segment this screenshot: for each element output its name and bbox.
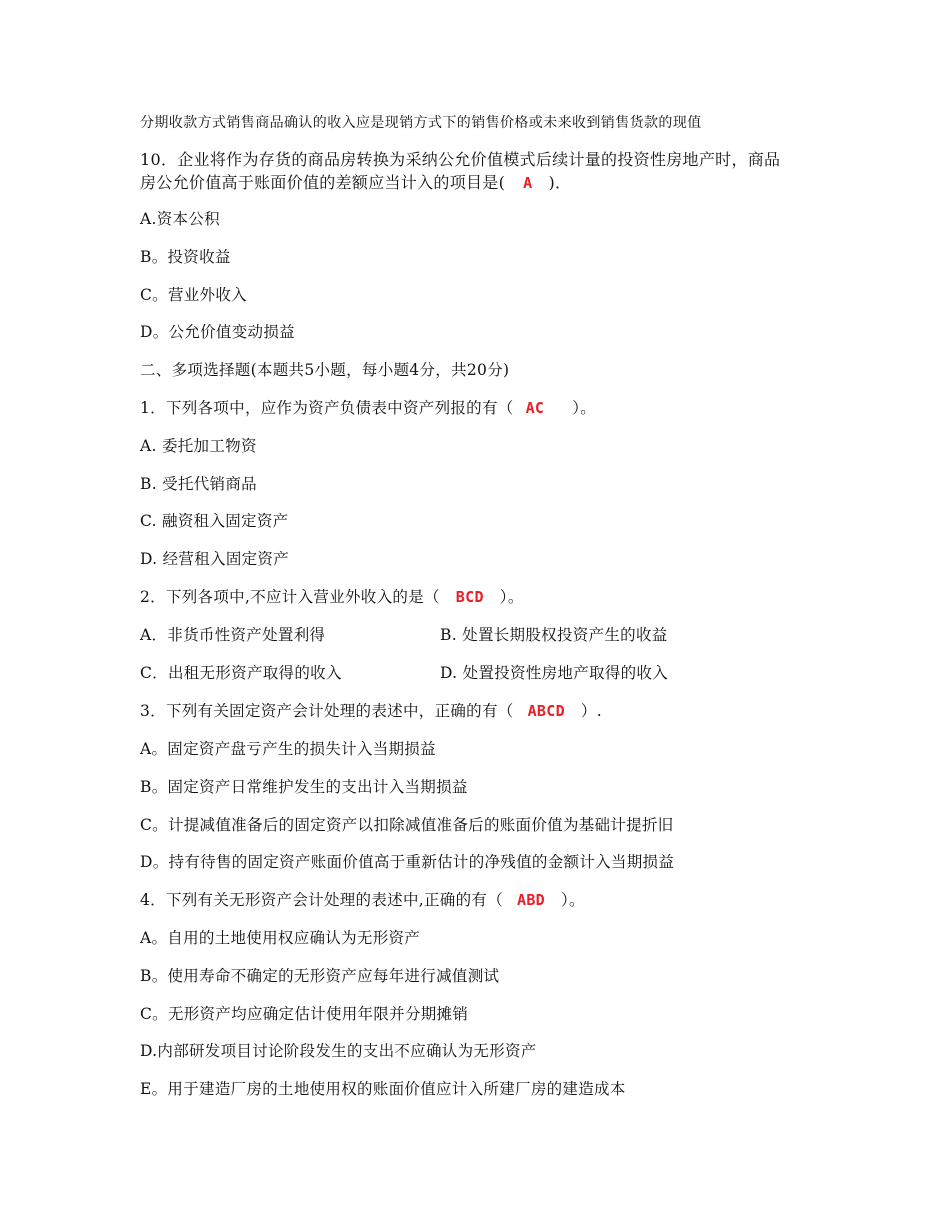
question-10-answer: A xyxy=(523,174,533,192)
question-10-option-d: D。公允价值变动损益 xyxy=(140,323,295,341)
section-heading-multiple-choice: 二、多项选择题(本题共5小题，每小题4分，共20分) xyxy=(140,361,510,379)
question-m1 xyxy=(140,398,596,418)
question-m4-answer: ABD xyxy=(517,891,545,909)
question-10-line2 xyxy=(140,173,571,193)
question-m3-option-d: D。持有待售的固定资产账面价值高于重新估计的净残值的金额计入当期损益 xyxy=(140,853,675,871)
question-m3-text: 3．下列有关固定资产会计处理的表述中，正确的有（ xyxy=(140,702,514,720)
question-m2-option-a: A．非货币性资产处置利得 xyxy=(140,626,326,644)
question-10-close: )． xyxy=(548,173,572,192)
question-10-option-b: B。投资收益 xyxy=(140,248,231,266)
question-m3-option-a: A。固定资产盘亏产生的损失计入当期损益 xyxy=(140,740,436,758)
question-m2 xyxy=(140,587,524,607)
question-m1-close: ）。 xyxy=(572,399,597,417)
question-m2-close: ）。 xyxy=(499,588,524,606)
question-m4 xyxy=(140,890,585,910)
question-m2-text: 2．下列各项中,不应计入营业外收入的是（ xyxy=(140,588,440,606)
question-m1-text: 1．下列各项中，应作为资产负债表中资产列报的有（ xyxy=(140,399,514,417)
note-line: 分期收款方式销售商品确认的收入应是现销方式下的销售价格或未来收到销售货款的现值 xyxy=(140,115,702,131)
question-10-option-a: A.资本公积 xyxy=(140,210,220,228)
question-m2-option-d: D. 处置投资性房地产取得的收入 xyxy=(440,664,669,682)
question-m4-text: 4．下列有关无形资产会计处理的表述中,正确的有（ xyxy=(140,891,503,909)
question-m1-option-d: D. 经营租入固定资产 xyxy=(140,550,290,568)
question-m4-option-e: E。用于建造厂房的土地使用权的账面价值应计入所建厂房的建造成本 xyxy=(140,1080,626,1098)
question-m1-option-a: A. 委托加工物资 xyxy=(140,437,257,455)
question-m2-answer: BCD xyxy=(455,588,484,606)
question-m3-option-c: C。计提减值准备后的固定资产以扣除减值准备后的账面价值为基础计提折旧 xyxy=(140,816,674,834)
question-m2-option-b: B. 处置长期股权投资产生的收益 xyxy=(440,626,668,644)
question-m3-close: ）. xyxy=(580,702,602,720)
question-10-text: 房公允价值高于账面价值的差额应当计入的项目是( xyxy=(140,173,506,192)
question-m4-option-c: C。无形资产均应确定估计使用年限并分期摊销 xyxy=(140,1005,469,1023)
question-m1-option-c: C. 融资租入固定资产 xyxy=(140,512,289,530)
question-m4-option-d: D.内部研发项目讨论阶段发生的支出不应确认为无形资产 xyxy=(140,1042,537,1060)
question-m3 xyxy=(140,701,602,721)
question-m3-option-b: B。固定资产日常维护发生的支出计入当期损益 xyxy=(140,778,468,796)
question-m4-option-a: A。自用的土地使用权应确认为无形资产 xyxy=(140,929,421,947)
question-10-line1: 10．企业将作为存货的商品房转换为采纳公允价值模式后续计量的投资性房地产时，商品 xyxy=(140,150,781,169)
question-m4-option-b: B。使用寿命不确定的无形资产应每年进行减值测试 xyxy=(140,967,500,985)
question-10-option-c: C。营业外收入 xyxy=(140,286,247,304)
question-m3-answer: ABCD xyxy=(527,702,565,720)
question-m1-answer: AC xyxy=(525,399,545,417)
question-m4-close: ）。 xyxy=(561,891,585,909)
question-m2-option-c: C．出租无形资产取得的收入 xyxy=(140,664,342,682)
question-m1-option-b: B. 受托代销商品 xyxy=(140,475,257,493)
